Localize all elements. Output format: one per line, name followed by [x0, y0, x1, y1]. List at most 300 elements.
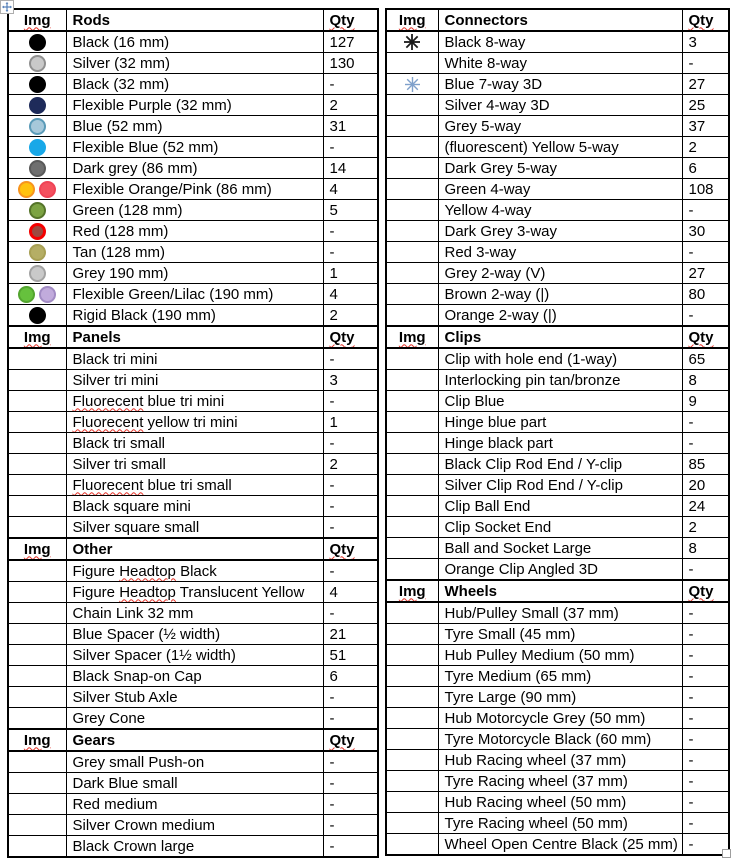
qty-cell[interactable]: - [682, 412, 729, 433]
pink-rod-icon[interactable] [39, 181, 56, 198]
qty-cell[interactable]: 8 [682, 538, 729, 559]
qty-cell[interactable]: 24 [682, 496, 729, 517]
qty-header-label: Qty [688, 582, 714, 600]
img-cell[interactable] [386, 666, 438, 687]
part-name-cell[interactable]: Ball and Socket Large [438, 538, 682, 559]
img-cell[interactable] [8, 412, 66, 433]
img-cell[interactable] [386, 834, 438, 856]
qty-cell[interactable]: 85 [682, 454, 729, 475]
part-name-cell[interactable]: Yellow 4-way [438, 200, 682, 221]
qty-cell[interactable]: - [682, 729, 729, 750]
img-header-label: Img [398, 11, 426, 29]
section-table-clips [385, 325, 730, 581]
img-cell[interactable] [8, 666, 66, 687]
img-cell[interactable] [8, 200, 66, 221]
qty-cell[interactable]: - [323, 603, 378, 624]
part-name-cell[interactable]: Silver (32 mm) [66, 53, 323, 74]
part-name-cell[interactable]: Figure Headtop Black [66, 560, 323, 582]
img-cell[interactable] [8, 687, 66, 708]
img-cell[interactable] [386, 792, 438, 813]
part-name-cell[interactable]: Tyre Large (90 mm) [438, 687, 682, 708]
part-name-cell[interactable]: Red 3-way [438, 242, 682, 263]
part-name-cell[interactable]: Tyre Medium (65 mm) [438, 666, 682, 687]
img-cell[interactable] [8, 370, 66, 391]
table-row [386, 433, 729, 454]
qty-cell[interactable]: 5 [323, 200, 378, 221]
header-title-cell[interactable]: Rods [66, 9, 323, 31]
qty-cell[interactable]: 31 [323, 116, 378, 137]
table-row [386, 666, 729, 687]
img-cell[interactable] [8, 454, 66, 475]
qty-cell[interactable]: - [323, 348, 378, 370]
part-name-cell[interactable]: Hinge black part [438, 433, 682, 454]
table-row [386, 179, 729, 200]
part-name-cell[interactable]: Silver tri small [66, 454, 323, 475]
header-img-cell[interactable] [386, 326, 438, 348]
part-name-cell[interactable]: Black Crown large [66, 836, 323, 858]
part-name-cell[interactable]: Silver Crown medium [66, 815, 323, 836]
qty-cell[interactable]: - [682, 624, 729, 645]
qty-cell[interactable]: - [682, 687, 729, 708]
qty-cell[interactable]: 9 [682, 391, 729, 412]
part-name-cell[interactable]: Clip Blue [438, 391, 682, 412]
header-img-cell[interactable] [8, 326, 66, 348]
qty-cell[interactable]: 1 [323, 412, 378, 433]
silver-rod-icon[interactable] [29, 55, 46, 72]
qty-cell[interactable]: - [682, 834, 729, 856]
part-name-cell[interactable]: Grey Cone [66, 708, 323, 730]
img-cell[interactable] [386, 305, 438, 327]
table-row [386, 517, 729, 538]
qty-cell[interactable]: - [323, 137, 378, 158]
part-name-cell[interactable]: Tyre Motorcycle Black (60 mm) [438, 729, 682, 750]
part-name-cell[interactable]: Hinge blue part [438, 412, 682, 433]
part-name-cell[interactable]: Orange 2-way (|) [438, 305, 682, 327]
qty-cell[interactable]: - [323, 242, 378, 263]
qty-cell[interactable]: - [682, 433, 729, 454]
lilac-rod-icon[interactable] [39, 286, 56, 303]
qty-header-label: Qty [329, 540, 355, 558]
img-cell[interactable] [386, 412, 438, 433]
img-cell[interactable] [8, 116, 66, 137]
img-cell[interactable] [8, 475, 66, 496]
img-cell[interactable] [8, 708, 66, 730]
img-cell[interactable] [386, 137, 438, 158]
header-img-cell[interactable] [8, 538, 66, 560]
tan-rod-icon[interactable] [29, 244, 46, 261]
table-move-handle[interactable] [0, 0, 14, 14]
table-row [8, 179, 378, 200]
purple-rod-icon[interactable] [29, 97, 46, 114]
part-name-cell[interactable]: Black (16 mm) [66, 31, 323, 53]
qty-cell[interactable]: 2 [682, 517, 729, 538]
header-qty-cell[interactable] [323, 538, 378, 560]
qty-cell[interactable]: 2 [323, 454, 378, 475]
qty-cell[interactable]: 20 [682, 475, 729, 496]
qty-cell[interactable]: 25 [682, 95, 729, 116]
table-row [8, 454, 378, 475]
qty-cell[interactable]: - [682, 666, 729, 687]
part-name-cell[interactable]: Fluorecent yellow tri mini [66, 412, 323, 433]
part-name-cell[interactable]: Clip Ball End [438, 496, 682, 517]
part-name-cell[interactable]: Flexible Green/Lilac (190 mm) [66, 284, 323, 305]
img-cell[interactable] [386, 454, 438, 475]
header-title-cell[interactable]: Clips [438, 326, 682, 348]
img-cell[interactable] [8, 242, 66, 263]
part-name-cell[interactable]: Green 4-way [438, 179, 682, 200]
qty-cell[interactable]: - [323, 708, 378, 730]
img-cell[interactable] [386, 496, 438, 517]
header-img-cell[interactable] [8, 9, 66, 31]
img-cell[interactable] [386, 559, 438, 581]
img-cell[interactable] [386, 729, 438, 750]
qty-cell[interactable]: - [682, 771, 729, 792]
qty-cell[interactable]: - [323, 496, 378, 517]
qty-cell[interactable]: 2 [323, 95, 378, 116]
part-name-cell[interactable]: Silver Stub Axle [66, 687, 323, 708]
part-name-cell[interactable]: Tan (128 mm) [66, 242, 323, 263]
qty-cell[interactable]: - [323, 687, 378, 708]
part-name-cell[interactable]: Black tri small [66, 433, 323, 454]
table-row [8, 370, 378, 391]
section-table-rods [7, 8, 379, 327]
part-name-cell[interactable]: Rigid Black (190 mm) [66, 305, 323, 327]
img-cell[interactable] [8, 74, 66, 95]
img-cell[interactable] [386, 370, 438, 391]
qty-cell[interactable]: 127 [323, 31, 378, 53]
img-cell[interactable] [8, 391, 66, 412]
img-cell[interactable] [8, 221, 66, 242]
header-qty-cell[interactable] [323, 729, 378, 751]
header-qty-cell[interactable] [682, 580, 729, 602]
grey-rod-icon[interactable] [29, 265, 46, 282]
img-cell[interactable] [386, 242, 438, 263]
part-name-cell[interactable]: Grey 2-way (V) [438, 263, 682, 284]
part-name-cell[interactable]: Flexible Blue (52 mm) [66, 137, 323, 158]
part-name-cell[interactable]: White 8-way [438, 53, 682, 74]
qty-cell[interactable]: 130 [323, 53, 378, 74]
img-cell[interactable] [8, 53, 66, 74]
table-row [8, 137, 378, 158]
img-cell[interactable] [386, 95, 438, 116]
green-rod-icon[interactable] [29, 202, 46, 219]
qty-cell[interactable]: - [682, 602, 729, 624]
qty-cell[interactable]: 80 [682, 284, 729, 305]
part-name-cell[interactable]: Tyre Small (45 mm) [438, 624, 682, 645]
flexible-blue-rod-icon[interactable] [29, 139, 46, 156]
qty-cell[interactable]: 27 [682, 263, 729, 284]
part-name-cell[interactable]: Fluorecent blue tri mini [66, 391, 323, 412]
table-resize-handle[interactable] [722, 849, 731, 858]
header-title-cell[interactable]: Wheels [438, 580, 682, 602]
black-rod-icon[interactable] [29, 307, 46, 324]
qty-cell[interactable]: 6 [323, 666, 378, 687]
qty-cell[interactable]: 1 [323, 263, 378, 284]
section-header-row-rods [8, 9, 378, 31]
qty-cell[interactable]: 108 [682, 179, 729, 200]
part-name-cell[interactable]: Hub Racing wheel (37 mm) [438, 750, 682, 771]
flex-green-rod-icon[interactable] [18, 286, 35, 303]
part-name-cell[interactable]: Hub Racing wheel (50 mm) [438, 792, 682, 813]
img-cell[interactable] [8, 603, 66, 624]
part-name-cell[interactable]: Dark Blue small [66, 773, 323, 794]
black-rod-icon[interactable] [29, 34, 46, 51]
table-row [8, 433, 378, 454]
qty-cell[interactable]: 4 [323, 284, 378, 305]
img-cell[interactable] [386, 391, 438, 412]
part-name-cell[interactable]: Brown 2-way (|) [438, 284, 682, 305]
part-name-cell[interactable]: Blue 7-way 3D [438, 74, 682, 95]
table-row [8, 116, 378, 137]
part-name-cell[interactable]: Hub Motorcycle Grey (50 mm) [438, 708, 682, 729]
part-name-cell[interactable]: Flexible Orange/Pink (86 mm) [66, 179, 323, 200]
part-name-cell[interactable]: Black square mini [66, 496, 323, 517]
img-cell[interactable] [386, 433, 438, 454]
img-cell[interactable] [8, 433, 66, 454]
img-cell[interactable] [386, 624, 438, 645]
img-cell[interactable] [386, 31, 438, 53]
part-name-cell[interactable]: Black (32 mm) [66, 74, 323, 95]
qty-cell[interactable]: 6 [682, 158, 729, 179]
img-cell[interactable] [8, 836, 66, 858]
part-name-cell[interactable]: Black 8-way [438, 31, 682, 53]
qty-cell[interactable]: - [682, 559, 729, 581]
table-row [386, 158, 729, 179]
section-header-row-connectors [386, 9, 729, 31]
qty-cell[interactable]: 30 [682, 221, 729, 242]
misspelled-word: Fluorecent [72, 476, 144, 494]
part-name-cell[interactable]: Silver square small [66, 517, 323, 539]
qty-cell[interactable]: - [682, 813, 729, 834]
header-title-cell[interactable]: Panels [66, 326, 323, 348]
section-header-row-wheels [386, 580, 729, 602]
qty-cell[interactable]: 65 [682, 348, 729, 370]
part-name-cell[interactable]: Grey 5-way [438, 116, 682, 137]
part-name-cell[interactable]: Interlocking pin tan/bronze [438, 370, 682, 391]
part-name-cell[interactable]: Silver Clip Rod End / Y-clip [438, 475, 682, 496]
qty-cell[interactable]: - [682, 645, 729, 666]
table-row [386, 792, 729, 813]
img-cell[interactable] [386, 538, 438, 559]
part-name-cell[interactable]: Clip with hole end (1-way) [438, 348, 682, 370]
header-img-cell[interactable] [386, 9, 438, 31]
img-cell[interactable] [386, 602, 438, 624]
img-cell[interactable] [8, 179, 66, 200]
qty-cell[interactable]: - [323, 433, 378, 454]
img-cell[interactable] [386, 221, 438, 242]
table-row [386, 538, 729, 559]
table-row [386, 624, 729, 645]
img-cell[interactable] [386, 750, 438, 771]
part-name-cell[interactable]: (fluorescent) Yellow 5-way [438, 137, 682, 158]
img-cell[interactable] [386, 813, 438, 834]
part-name-cell[interactable]: Orange Clip Angled 3D [438, 559, 682, 581]
part-name-cell[interactable]: Tyre Racing wheel (50 mm) [438, 813, 682, 834]
qty-cell[interactable]: 3 [682, 31, 729, 53]
part-name-cell[interactable]: Figure Headtop Translucent Yellow [66, 582, 323, 603]
red-rod-icon[interactable] [29, 223, 46, 240]
part-name-cell[interactable]: Silver tri mini [66, 370, 323, 391]
part-name-cell[interactable]: Blue Spacer (½ width) [66, 624, 323, 645]
section-header-row-other [8, 538, 378, 560]
qty-cell[interactable]: 27 [682, 74, 729, 95]
left-column [7, 8, 379, 858]
qty-header-label: Qty [329, 328, 355, 346]
qty-cell[interactable]: - [323, 751, 378, 773]
qty-cell[interactable]: 4 [323, 582, 378, 603]
img-cell[interactable] [386, 200, 438, 221]
header-qty-cell[interactable] [323, 9, 378, 31]
img-cell[interactable] [386, 771, 438, 792]
img-cell[interactable] [386, 158, 438, 179]
img-cell[interactable] [386, 284, 438, 305]
part-name-cell[interactable]: Red (128 mm) [66, 221, 323, 242]
header-qty-cell[interactable] [682, 326, 729, 348]
qty-cell[interactable]: - [682, 305, 729, 327]
qty-cell[interactable]: 37 [682, 116, 729, 137]
part-name-cell[interactable]: Hub/Pulley Small (37 mm) [438, 602, 682, 624]
table-row [8, 53, 378, 74]
qty-cell[interactable]: 51 [323, 645, 378, 666]
part-name-cell[interactable]: Grey 190 mm) [66, 263, 323, 284]
black-8way-connector-icon[interactable] [403, 33, 421, 51]
part-name-cell[interactable]: Fluorecent blue tri small [66, 475, 323, 496]
qty-cell[interactable]: - [323, 794, 378, 815]
header-title-cell[interactable]: Gears [66, 729, 323, 751]
img-cell[interactable] [8, 815, 66, 836]
part-name-cell[interactable]: Grey small Push-on [66, 751, 323, 773]
qty-cell[interactable]: 2 [323, 305, 378, 327]
qty-cell[interactable]: - [323, 560, 378, 582]
img-cell[interactable] [386, 263, 438, 284]
part-name-cell[interactable]: Black Clip Rod End / Y-clip [438, 454, 682, 475]
part-name-cell[interactable]: Red medium [66, 794, 323, 815]
img-cell[interactable] [8, 284, 66, 305]
header-img-cell[interactable] [386, 580, 438, 602]
img-cell[interactable] [8, 582, 66, 603]
qty-cell[interactable]: - [682, 750, 729, 771]
img-cell[interactable] [386, 179, 438, 200]
table-row [8, 31, 378, 53]
img-cell[interactable] [8, 794, 66, 815]
part-name-cell[interactable]: Dark Grey 3-way [438, 221, 682, 242]
part-name-cell[interactable]: Clip Socket End [438, 517, 682, 538]
misspelled-word: Headtop [119, 583, 176, 601]
black-rod-icon[interactable] [29, 76, 46, 93]
qty-cell[interactable]: - [323, 221, 378, 242]
img-header-label: Img [23, 328, 51, 346]
table-row [8, 284, 378, 305]
header-qty-cell[interactable] [323, 326, 378, 348]
qty-cell[interactable]: 8 [682, 370, 729, 391]
qty-cell[interactable]: - [323, 74, 378, 95]
img-cell[interactable] [386, 53, 438, 74]
header-img-cell[interactable] [8, 729, 66, 751]
part-name-cell[interactable]: Chain Link 32 mm [66, 603, 323, 624]
blue-rod-icon[interactable] [29, 118, 46, 135]
qty-header-label: Qty [688, 11, 714, 29]
orange-rod-icon[interactable] [18, 181, 35, 198]
part-name-cell[interactable]: Flexible Purple (32 mm) [66, 95, 323, 116]
qty-cell[interactable]: 14 [323, 158, 378, 179]
img-cell[interactable] [8, 624, 66, 645]
dark-grey-rod-icon[interactable] [29, 160, 46, 177]
img-cell[interactable] [386, 475, 438, 496]
table-row [386, 221, 729, 242]
qty-cell[interactable]: - [682, 53, 729, 74]
qty-cell[interactable]: 2 [682, 137, 729, 158]
img-cell[interactable] [8, 263, 66, 284]
img-cell[interactable] [386, 708, 438, 729]
img-cell[interactable] [386, 517, 438, 538]
qty-cell[interactable]: - [682, 792, 729, 813]
qty-cell[interactable]: - [682, 708, 729, 729]
qty-cell[interactable]: - [323, 836, 378, 858]
section-table-gears [7, 728, 379, 858]
qty-cell[interactable]: 3 [323, 370, 378, 391]
part-name-cell[interactable]: Silver Spacer (1½ width) [66, 645, 323, 666]
part-name-cell[interactable]: Wheel Open Centre Black (25 mm) [438, 834, 682, 856]
img-cell[interactable] [8, 517, 66, 539]
img-cell[interactable] [8, 751, 66, 773]
img-cell[interactable] [8, 496, 66, 517]
table-row [8, 751, 378, 773]
part-name-cell[interactable]: Green (128 mm) [66, 200, 323, 221]
img-cell[interactable] [8, 645, 66, 666]
img-cell[interactable] [8, 31, 66, 53]
qty-cell[interactable]: - [323, 475, 378, 496]
header-qty-cell[interactable] [682, 9, 729, 31]
part-name-cell[interactable]: Blue (52 mm) [66, 116, 323, 137]
qty-cell[interactable]: - [682, 200, 729, 221]
img-cell[interactable] [386, 116, 438, 137]
qty-cell[interactable]: - [323, 773, 378, 794]
img-cell[interactable] [8, 95, 66, 116]
qty-cell[interactable]: 4 [323, 179, 378, 200]
part-name-cell[interactable]: Black tri mini [66, 348, 323, 370]
table-row [8, 773, 378, 794]
img-cell[interactable] [386, 74, 438, 95]
img-cell[interactable] [8, 305, 66, 327]
img-cell[interactable] [386, 687, 438, 708]
part-name-cell[interactable]: Dark Grey 5-way [438, 158, 682, 179]
header-title-cell[interactable]: Connectors [438, 9, 682, 31]
img-cell[interactable] [386, 645, 438, 666]
section-table-panels [7, 325, 379, 539]
part-name-cell[interactable]: Black Snap-on Cap [66, 666, 323, 687]
qty-cell[interactable]: - [323, 815, 378, 836]
blue-7way-connector-icon[interactable] [404, 76, 421, 93]
img-cell[interactable] [8, 348, 66, 370]
img-cell[interactable] [8, 158, 66, 179]
part-name-cell[interactable]: Dark grey (86 mm) [66, 158, 323, 179]
qty-cell[interactable]: - [323, 391, 378, 412]
img-cell[interactable] [8, 560, 66, 582]
part-name-cell[interactable]: Hub Pulley Medium (50 mm) [438, 645, 682, 666]
qty-cell[interactable]: - [682, 242, 729, 263]
table-row [386, 813, 729, 834]
img-cell[interactable] [386, 348, 438, 370]
img-cell[interactable] [8, 137, 66, 158]
table-row [8, 560, 378, 582]
part-name-cell[interactable]: Tyre Racing wheel (37 mm) [438, 771, 682, 792]
part-name-cell[interactable]: Silver 4-way 3D [438, 95, 682, 116]
table-row [8, 517, 378, 539]
header-title-cell[interactable]: Other [66, 538, 323, 560]
qty-cell[interactable]: 21 [323, 624, 378, 645]
img-cell[interactable] [8, 773, 66, 794]
qty-cell[interactable]: - [323, 517, 378, 539]
